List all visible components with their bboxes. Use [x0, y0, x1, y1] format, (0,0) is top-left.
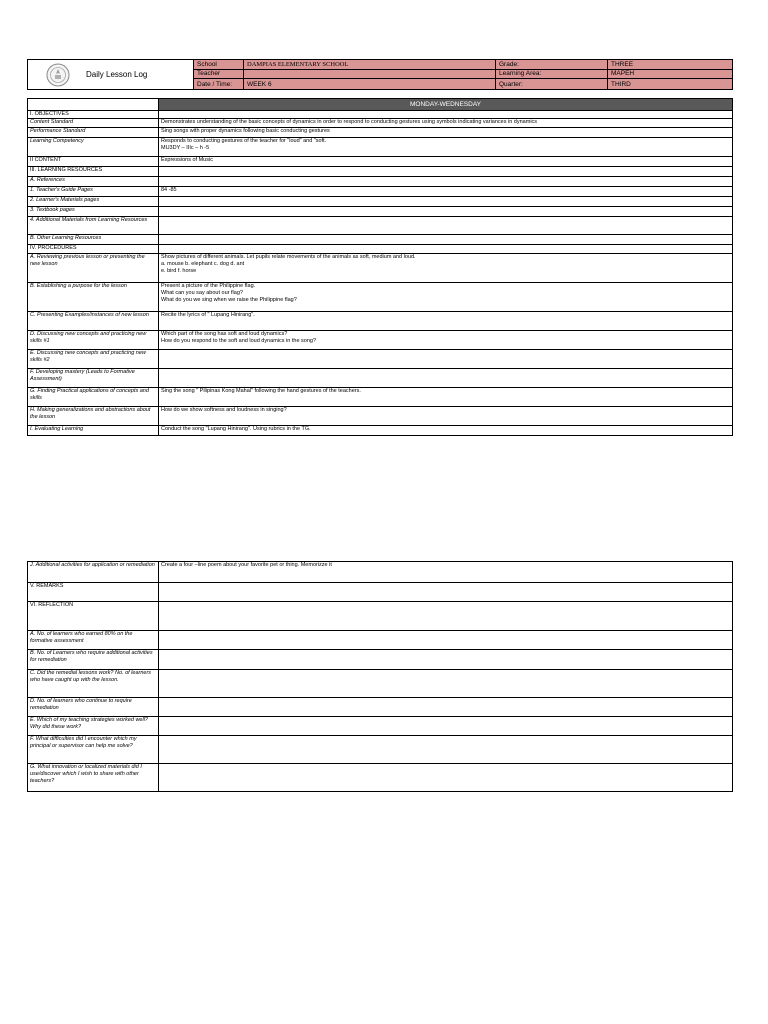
row-label: 3. Textbook pages [28, 207, 159, 217]
table-row [28, 167, 733, 177]
row-label: Learning Competency [28, 138, 159, 157]
table-row [28, 388, 733, 407]
table-row [28, 283, 733, 312]
table-row [28, 217, 733, 235]
row-value [159, 736, 733, 764]
row-label: Performance Standard [28, 128, 159, 138]
row-label: C. Did the remedial lessons work? No. of learners who have caught up with the lesson. [28, 670, 159, 698]
row-value-line: Which part of the song has soft and loud dynamics? [161, 331, 288, 337]
table-row [28, 331, 733, 350]
table-row [28, 717, 733, 736]
row-value [159, 650, 733, 670]
row-value-line: MU3DY – IIIc – h -5 [161, 145, 210, 151]
row-value: Conduct the song "Lupang Hinirang". Using rubrics in the TG. [159, 426, 733, 436]
row-value: 84 -85 [159, 187, 733, 197]
lesson-log-table [27, 98, 733, 436]
row-value: Sing the song " Pilipinas Kong Mahal" following the hand gestures of the teachers. [159, 388, 733, 407]
table-row [28, 235, 733, 245]
table-row [28, 187, 733, 197]
row-label: E. Which of my teaching strategies worked well? Why did these work? [28, 717, 159, 736]
row-value: How do we show softness and loudness in singing? [159, 407, 733, 426]
header-info-grid [194, 60, 732, 89]
row-value [159, 369, 733, 388]
table-row [28, 157, 733, 167]
table-row [28, 177, 733, 187]
row-value [159, 631, 733, 650]
row-value [159, 583, 733, 602]
table-row [28, 562, 733, 583]
row-value [159, 235, 733, 245]
table-row [28, 583, 733, 602]
quarter-label: Quarter: [496, 79, 608, 89]
teacher-label: Teacher [194, 70, 244, 80]
row-value: Expressions of Music [159, 157, 733, 167]
row-value [159, 197, 733, 207]
teacher-value [244, 70, 496, 80]
row-value [159, 138, 733, 157]
reflection-table [27, 561, 733, 792]
table-row [28, 245, 733, 254]
row-label: 4. Additional Materials from Learning Resources [28, 217, 159, 235]
school-label: School [194, 60, 244, 70]
row-label: II CONTENT [28, 157, 159, 167]
row-label: I. OBJECTIVES [28, 111, 159, 119]
table-row [28, 312, 733, 331]
row-label: F. Developing mastery (Leads to Formative Assessment) [28, 369, 159, 388]
table-row [28, 426, 733, 436]
row-value [159, 217, 733, 235]
row-value-line: What do you we sing when we raise the Philippine flag? [161, 297, 297, 303]
row-label: A. References [28, 177, 159, 187]
table-row [28, 736, 733, 764]
date-time-label: Date / Time: [194, 79, 244, 89]
logo-cell [28, 60, 194, 89]
row-label: B. No. of Learners who require additional activities for remediation [28, 650, 159, 670]
deped-seal-icon [46, 63, 70, 87]
row-label: Content Standard [28, 119, 159, 128]
table-row [28, 631, 733, 650]
table-row [28, 138, 733, 157]
school-value: DAMPIAS ELEMENTARY SCHOOL [244, 60, 496, 70]
row-value [159, 254, 733, 283]
table-row [28, 670, 733, 698]
grade-label: Grade: [496, 60, 608, 70]
row-label: IV. PROCEDURES [28, 245, 159, 254]
document-title: Daily Lesson Log [86, 70, 148, 79]
row-value-line: What can you say about our flag? [161, 290, 243, 296]
row-value [159, 245, 733, 254]
row-label: H. Making generalizations and abstractions about the lesson [28, 407, 159, 426]
row-label: J. Additional activities for application or remediation [28, 562, 159, 583]
row-value [159, 717, 733, 736]
row-value: Create a four –line poem about your favorite pet or thing. Memorizze it [159, 562, 733, 583]
row-label: G. Finding Practical applications of concepts and skills [28, 388, 159, 407]
table-row [28, 207, 733, 217]
table-row [28, 350, 733, 369]
row-label: V. REMARKS [28, 583, 159, 602]
row-label: D. No. of learners who continue to require remediation [28, 698, 159, 717]
table-row [28, 128, 733, 138]
row-value [159, 177, 733, 187]
row-value [159, 602, 733, 631]
row-label: 2. Learner's Materials pages [28, 197, 159, 207]
table-row [28, 698, 733, 717]
row-value-line: Show pictures of different animals. Let pupils relate movements of the animals as soft, medium and loud. [161, 254, 416, 260]
quarter-value: THIRD [608, 79, 732, 89]
row-value-line: a. mouse b. elephant c. dog d. ant [161, 261, 245, 267]
row-value [159, 283, 733, 312]
row-value: Recite the lyrics of " Lupang Hinirang". [159, 312, 733, 331]
row-label: D. Discussing new concepts and practicing new skills #1 [28, 331, 159, 350]
date-time-value: WEEK 6 [244, 79, 496, 89]
row-label: B. Establishing a purpose for the lesson [28, 283, 159, 312]
row-label: F. What difficulties did I encounter which my principal or supervisor can help me solve? [28, 736, 159, 764]
row-value: Demonstrates understanding of the basic concepts of dynamics in order to respond to conducting gestures using symbols indicating variances in dynamics [159, 119, 733, 128]
lesson-log-header [27, 59, 733, 90]
learning-area-label: Learning Area: [496, 70, 608, 80]
table-row [28, 369, 733, 388]
table-row [28, 254, 733, 283]
grade-value: THREE [608, 60, 732, 70]
row-value: Sing songs with proper dynamics following basic conducting gestures [159, 128, 733, 138]
row-value-line: e. bird f. horse [161, 268, 197, 274]
table-row [28, 650, 733, 670]
day-header-blank [28, 99, 159, 111]
table-row [28, 764, 733, 792]
table-row [28, 407, 733, 426]
row-value-line: Responds to conducting gestures of the teacher for "loud" and "soft. [161, 138, 327, 144]
row-value-line: How do you respond to the soft and loud dynamics in the song? [161, 338, 317, 344]
row-label: B. Other Learning Resources [28, 235, 159, 245]
table-row [28, 111, 733, 119]
row-value [159, 167, 733, 177]
table-row [28, 602, 733, 631]
row-label: G. What innovation or localized materials did I use/discover which I wish to share with other teachers? [28, 764, 159, 792]
row-label: VI. REFLECTION [28, 602, 159, 631]
day-header-row [28, 99, 733, 111]
row-value [159, 764, 733, 792]
row-label: 1. Teacher's Guide Pages [28, 187, 159, 197]
row-label: III. LEARNING RESOURCES [28, 167, 159, 177]
table-row [28, 197, 733, 207]
day-header: MONDAY-WEDNESDAY [159, 99, 733, 111]
row-label: E. Discussing new concepts and practicing new skills #2 [28, 350, 159, 369]
row-value [159, 207, 733, 217]
row-label: A. Reviewing previous lesson or presenting the new lesson [28, 254, 159, 283]
row-label: I. Evaluating Learning [28, 426, 159, 436]
row-value [159, 698, 733, 717]
row-value [159, 111, 733, 119]
row-label: C. Presenting Examples/instances of new lesson [28, 312, 159, 331]
row-value [159, 670, 733, 698]
table-row [28, 119, 733, 128]
row-value [159, 350, 733, 369]
row-value [159, 331, 733, 350]
row-label: A. No. of learners who earned 80% on the formative assessment [28, 631, 159, 650]
learning-area-value: MAPEH [608, 70, 732, 80]
row-value-line: Present a picture of the Philippine flag. [161, 283, 256, 289]
